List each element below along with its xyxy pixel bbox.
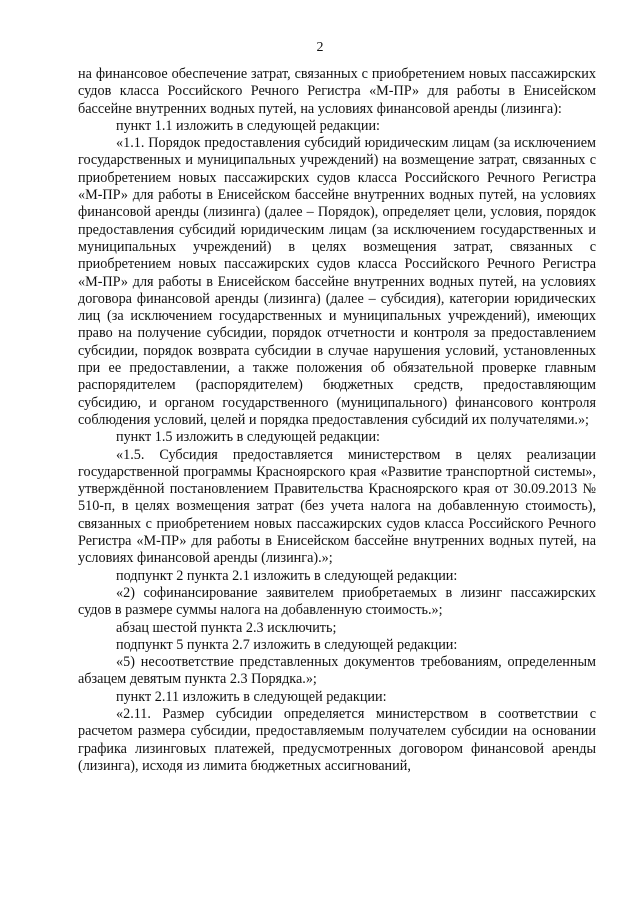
paragraph: «5) несоответствие представленных документов требованиям, определенным абзацем девятым пункта 2.3 Порядка.»; (78, 654, 596, 688)
paragraph: «1.1. Порядок предоставления субсидий юридическим лицам (за исключением государственных и муниципальных учреждений) на возмещение затрат, связанных с приобретением новых пассажирских судов класса Российского Речного Регистра «М-ПР» для работы в Енисейском бассейне внутренних водных путей, на условиях финансовой аренды (лизинга) (далее – Порядок), определяет цели, условия, порядок предоставления субсидий юридическим лицам (за исключением государственных и муниципальных учреждений) в целях возмещения затрат, связанных с приобретением новых пассажирских судов класса Российского Речного Регистра «М-ПР» для работы в Енисейском бассейне внутренних водных путей, на условиях договора финансовой аренды (лизинга) (далее – субсидия), категории юридических лиц (за исключением государственных и муниципальных учреждений), имеющих право на получение субсидии, порядок отчетности и контроля за предоставлением субсидии, порядок возврата субсидии в случае нарушения условий, установленных при ее предоставлении, а также положения об обязательной проверке главным распорядителем (распорядителем) бюджетных средств, предоставляющим субсидию, и органом государственного (муниципального) финансового контроля соблюдения условий, целей и порядка предоставления субсидий их получателями.»; (78, 135, 596, 428)
paragraph: «2) софинансирование заявителем приобретаемых в лизинг пассажирских судов в размере суммы налога на добавленную стоимость.»; (78, 584, 596, 619)
paragraph: подпункт 2 пункта 2.1 изложить в следующей редакции: (116, 567, 458, 584)
paragraph: «1.5. Субсидия предоставляется министерством в целях реализации государственной программы Красноярского края «Развитие транспортной системы», утверждённой постановлением Правительства Красноярского края от 30.09.2013 № 510-п, в целях возмещения затрат (без учета налога на добавленную стоимость), связанных с приобретением новых пассажирских судов класса Российского Речного Регистра «М-ПР» для работы в Енисейском бассейне внутренних водных путей, на условиях финансовой аренды (лизинга).»; (78, 446, 596, 567)
paragraph: подпункт 5 пункта 2.7 изложить в следующей редакции: (116, 636, 458, 653)
paragraph: пункт 1.1 изложить в следующей редакции: (116, 117, 380, 134)
document-body (78, 66, 596, 775)
paragraph: на финансовое обеспечение затрат, связанных с приобретением новых пассажирских судов класса Российского Речного Регистра «М-ПР» для работы в Енисейском бассейне внутренних водных путей, на условиях финансовой аренды (лизинга): (78, 66, 596, 117)
page-number: 2 (316, 40, 324, 55)
paragraph: абзац шестой пункта 2.3 исключить; (116, 619, 337, 636)
paragraph: пункт 2.11 изложить в следующей редакции: (116, 688, 387, 705)
paragraph: пункт 1.5 изложить в следующей редакции: (116, 429, 380, 446)
paragraph: «2.11. Размер субсидии определяется министерством в соответствии с расчетом размера субсидии, предоставляемым получателем субсидии на основании графика лизинговых платежей, предусмотренных договором финансовой аренды (лизинга), исходя из лимита бюджетных ассигнований, (78, 705, 596, 774)
